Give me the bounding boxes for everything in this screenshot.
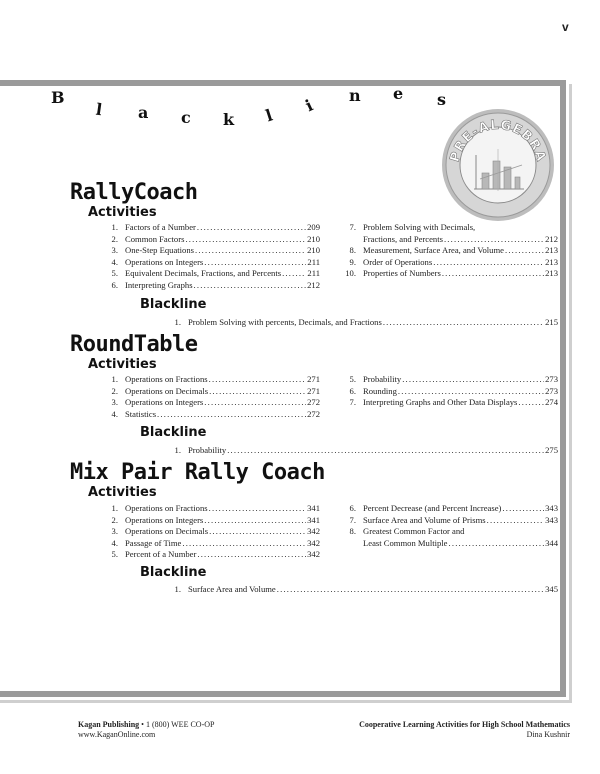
banner-letter: i — [302, 95, 316, 116]
publisher-name: Kagan Publishing — [78, 720, 140, 729]
list-item: 8. Measurement, Surface Area, and Volume ..... 213 — [338, 245, 558, 257]
activities-list-right — [338, 374, 558, 409]
activities-heading: Activities — [88, 485, 157, 500]
list-item: 1. Factors of a Number ..... 209 — [100, 222, 320, 234]
blackline-heading: Blackline — [140, 425, 207, 440]
list-item: 1. Surface Area and Volume ..... 345 — [163, 584, 558, 596]
list-item: 1. Operations on Fractions ..... 341 — [100, 503, 320, 515]
section-title: RallyCoach — [70, 180, 198, 205]
list-item: 4. Passage of Time ..... 342 — [100, 538, 320, 550]
list-item: 5. Probability ..... 273 — [338, 374, 558, 386]
blackline-list — [163, 445, 558, 457]
publisher-phone: • 1 (800) WEE CO-OP — [141, 720, 215, 729]
activities-list-right — [338, 222, 558, 280]
list-item: 2. Operations on Integers ..... 341 — [100, 515, 320, 527]
list-item: 4. Operations on Integers ..... 211 — [100, 257, 320, 269]
banner-letter: e — [393, 84, 404, 103]
list-item: 10. Properties of Numbers ..... 213 — [338, 268, 558, 280]
activities-heading: Activities — [88, 205, 157, 220]
list-item: Least Common Multiple ..... 344 — [338, 538, 558, 550]
section-title: RoundTable — [70, 332, 198, 357]
list-item: Fractions, and Percents ..... 212 — [338, 234, 558, 246]
list-item: 9. Order of Operations ..... 213 — [338, 257, 558, 269]
list-item: 5. Equivalent Decimals, Fractions, and Percents ..... 211 — [100, 268, 320, 280]
list-item: 1. Problem Solving with percents, Decimals, and Fractions ..... 215 — [163, 317, 558, 329]
list-item: 7. Surface Area and Volume of Prisms ..... 343 — [338, 515, 558, 527]
pre-algebra-badge — [440, 107, 556, 223]
list-item: 3. Operations on Decimals ..... 342 — [100, 526, 320, 538]
section-title: Mix Pair Rally Coach — [70, 460, 325, 485]
activities-list-left — [100, 374, 320, 420]
list-item: 1. Operations on Fractions ..... 271 — [100, 374, 320, 386]
banner-letter: n — [349, 86, 361, 105]
list-item: 7. Problem Solving with Decimals, — [349, 222, 476, 232]
book-title: Cooperative Learning Activities for High School Mathematics — [359, 720, 570, 729]
blackline-heading: Blackline — [140, 297, 207, 312]
activities-list-left — [100, 503, 320, 561]
list-item: 1. Probability ..... 275 — [163, 445, 558, 457]
list-item: 8. Greatest Common Factor and — [349, 526, 465, 537]
banner-letter: l — [263, 105, 275, 126]
banner-letter: k — [223, 110, 235, 129]
banner-letter: c — [181, 108, 191, 127]
list-item: 5. Percent of a Number ..... 342 — [100, 549, 320, 561]
list-item: 6. Rounding ..... 273 — [338, 386, 558, 398]
blackline-heading: Blackline — [140, 565, 207, 580]
list-item: 6. Percent Decrease (and Percent Increase) ..... 343 — [338, 503, 558, 515]
footer-left — [78, 720, 214, 740]
list-item: 2. Common Factors ..... 210 — [100, 234, 320, 246]
banner-letter: a — [138, 103, 149, 122]
banner-letter: s — [437, 90, 447, 109]
author-name: Dina Kushnir — [526, 730, 570, 739]
list-item: 2. Operations on Decimals ..... 271 — [100, 386, 320, 398]
list-item: 3. Operations on Integers ..... 272 — [100, 397, 320, 409]
activities-list-right — [338, 503, 558, 549]
activities-heading: Activities — [88, 357, 157, 372]
list-item: 6. Interpreting Graphs ..... 212 — [100, 280, 320, 292]
banner-letter: l — [94, 99, 104, 120]
publisher-website: www.KaganOnline.com — [78, 730, 156, 739]
badge-text: PRE-ALGEBRA — [447, 117, 549, 164]
blackline-list — [163, 317, 558, 329]
list-item: 3. One-Step Equations ..... 210 — [100, 245, 320, 257]
list-item: 4. Statistics ..... 272 — [100, 409, 320, 421]
footer-right — [359, 720, 570, 740]
list-item: 7. Interpreting Graphs and Other Data Displays ..... 274 — [338, 397, 558, 409]
activities-list-left — [100, 222, 320, 292]
page-number: v — [562, 20, 569, 34]
blackline-list — [163, 584, 558, 596]
banner-letter: B — [51, 88, 65, 107]
